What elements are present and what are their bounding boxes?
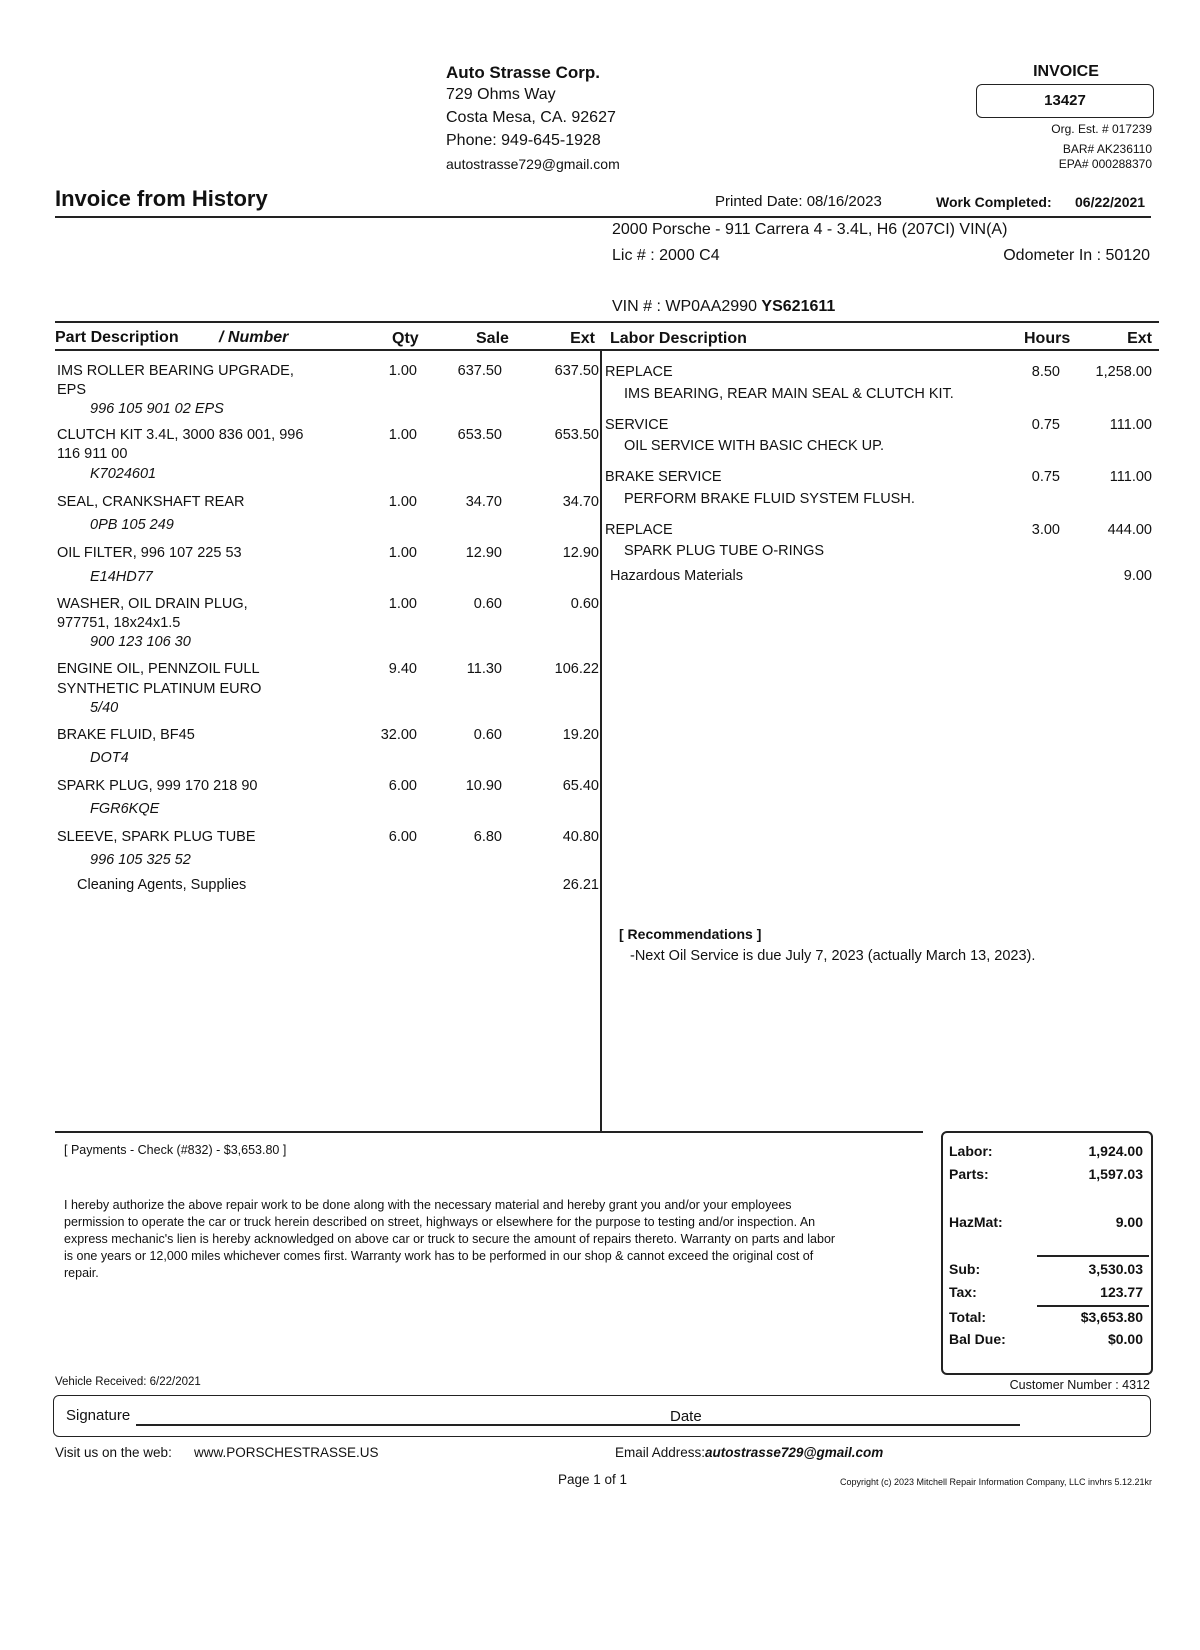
part-sale: 11.30	[466, 661, 502, 677]
part-number: DOT4	[90, 750, 129, 766]
parts-total: 1,597.03	[1088, 1166, 1143, 1182]
work-completed-label: Work Completed:	[936, 194, 1052, 210]
part-ext: 637.50	[554, 363, 599, 379]
labor-detail: PERFORM BRAKE FLUID SYSTEM FLUSH.	[624, 491, 915, 507]
labor-desc-header: Labor Description	[610, 330, 747, 347]
part-qty: 6.00	[388, 778, 417, 794]
signature-line[interactable]	[136, 1424, 716, 1426]
part-number: 0PB 105 249	[90, 517, 174, 533]
part-sale: 0.60	[473, 727, 502, 743]
vin-number	[612, 298, 835, 316]
part-ext: 40.80	[562, 829, 599, 845]
part-ext: 12.90	[562, 545, 599, 561]
visit-label: Visit us on the web:	[55, 1445, 172, 1460]
part-desc: SLEEVE, SPARK PLUG TUBE	[57, 829, 256, 845]
tax-label: Tax:	[949, 1284, 977, 1300]
balance-due-label: Bal Due:	[949, 1331, 1006, 1347]
part-qty: 1.00	[388, 363, 417, 379]
part-ext: 653.50	[554, 427, 599, 443]
parts-total-label: Parts:	[949, 1166, 989, 1182]
grand-total: $3,653.80	[1080, 1309, 1143, 1325]
table-header-top-line	[55, 321, 1159, 323]
part-desc: SEAL, CRANKSHAFT REAR	[57, 494, 245, 510]
odometer-in: Odometer In : 50120	[1003, 247, 1150, 264]
labor-hours: 3.00	[1031, 522, 1060, 538]
part-desc: OIL FILTER, 996 107 225 53	[57, 545, 242, 561]
labor-op: REPLACE	[605, 522, 673, 538]
part-qty: 32.00	[380, 727, 417, 743]
part-sale: 12.90	[465, 545, 502, 561]
part-desc: IMS ROLLER BEARING UPGRADE,	[57, 363, 294, 379]
part-qty: 6.00	[388, 829, 417, 845]
part-sale: 6.80	[473, 829, 502, 845]
sub-total: 3,530.03	[1088, 1261, 1143, 1277]
company-address-1: 729 Ohms Way	[446, 86, 556, 103]
part-desc: WASHER, OIL DRAIN PLUG,	[57, 596, 248, 612]
recommendations-title: [ Recommendations ]	[619, 926, 762, 942]
part-desc-cont: 116 911 00	[57, 446, 128, 462]
company-phone: Phone: 949-645-1928	[446, 132, 601, 149]
table-header-bottom-line	[55, 349, 1159, 351]
recommendations-text: -Next Oil Service is due July 7, 2023 (actually March 13, 2023).	[630, 948, 1036, 964]
license-number: Lic # : 2000 C4	[612, 247, 720, 264]
part-number: E14HD77	[90, 569, 153, 585]
part-number: 900 123 106 30	[90, 634, 191, 650]
invoice-number: 13427	[976, 84, 1154, 118]
total-rule	[1037, 1305, 1149, 1307]
authorization-text: I hereby authorize the above repair work to be done along with the necessary material and hereby grant you and/or your employees permission to operate the car or truck herein described on street, highways or elsewhere for the purpose to testing and/or inspection. An express mechanic's lien is hereby acknowledged on above car or truck to secure the amount of repairs thereto. Warranty on parts and labor is one years or 12,000 miles whichever comes first. Warranty work has to be performed in our shop & cannot exceed the original cost of repair.	[64, 1198, 836, 1280]
email-label: Email Address:	[615, 1445, 706, 1460]
parts-desc-header: Part Description	[55, 329, 179, 346]
vin-suffix: YS621611	[761, 298, 836, 315]
hazardous-ext: 9.00	[1123, 568, 1152, 584]
part-number: FGR6KQE	[90, 801, 160, 817]
cleaning-ext: 26.21	[562, 877, 599, 893]
signature-label: Signature	[66, 1407, 131, 1424]
part-ext: 65.40	[562, 778, 599, 794]
hazmat-total: 9.00	[1115, 1214, 1143, 1230]
website-link[interactable]: www.PORSCHESTRASSE.US	[194, 1445, 379, 1460]
invoice-label: INVOICE	[1033, 63, 1099, 80]
labor-hours-header: Hours	[1024, 330, 1071, 347]
labor-ext: 111.00	[1109, 417, 1152, 433]
part-number: 5/40	[90, 700, 119, 716]
labor-detail: IMS BEARING, REAR MAIN SEAL & CLUTCH KIT.	[624, 386, 954, 402]
org-est-number: Org. Est. # 017239	[1051, 122, 1152, 136]
email-link[interactable]: autostrasse729@gmail.com	[705, 1445, 884, 1460]
labor-total: 1,924.00	[1088, 1143, 1143, 1159]
signature-box	[53, 1395, 1151, 1437]
parts-sale-header: Sale	[476, 330, 509, 347]
part-qty: 1.00	[388, 494, 417, 510]
parts-ext-header: Ext	[570, 330, 595, 347]
labor-ext: 111.00	[1109, 469, 1152, 485]
labor-op: REPLACE	[605, 364, 673, 380]
labor-hours: 0.75	[1031, 469, 1060, 485]
vehicle-description: 2000 Porsche - 911 Carrera 4 - 3.4L, H6 (207CI) VIN(A)	[612, 221, 1008, 238]
part-sale: 653.50	[457, 427, 502, 443]
tax-amount: 123.77	[1100, 1284, 1143, 1300]
part-qty: 1.00	[388, 545, 417, 561]
part-desc-cont: EPS	[57, 382, 87, 398]
part-desc-cont: 977751, 18x24x1.5	[57, 615, 181, 631]
part-sale: 0.60	[473, 596, 502, 612]
cleaning-supplies: Cleaning Agents, Supplies	[77, 877, 247, 893]
part-sale: 637.50	[457, 363, 502, 379]
vin-prefix: VIN # : WP0AA2990	[612, 298, 757, 315]
grand-total-label: Total:	[949, 1309, 987, 1325]
totals-box	[941, 1131, 1153, 1375]
part-number: 996 105 901 02 EPS	[90, 401, 224, 417]
bar-number: BAR# AK236110	[1062, 142, 1152, 156]
labor-ext: 444.00	[1107, 522, 1152, 538]
part-qty: 9.40	[388, 661, 417, 677]
part-ext: 34.70	[562, 494, 599, 510]
payments-line: [ Payments - Check (#832) - $3,653.80 ]	[64, 1143, 287, 1157]
part-sale: 34.70	[465, 494, 502, 510]
balance-due: $0.00	[1107, 1331, 1143, 1347]
part-desc: ENGINE OIL, PENNZOIL FULL	[57, 661, 260, 677]
customer-number: Customer Number : 4312	[1009, 1378, 1150, 1392]
sub-total-label: Sub:	[949, 1261, 981, 1277]
part-desc: CLUTCH KIT 3.4L, 3000 836 001, 996	[57, 427, 304, 443]
part-desc: SPARK PLUG, 999 170 218 90	[57, 778, 258, 794]
labor-detail: OIL SERVICE WITH BASIC CHECK UP.	[624, 438, 884, 454]
labor-op: SERVICE	[605, 417, 669, 433]
parts-qty-header: Qty	[392, 330, 419, 347]
part-ext: 106.22	[554, 661, 599, 677]
part-ext: 0.60	[570, 596, 599, 612]
email-address	[615, 1445, 883, 1460]
company-address-2: Costa Mesa, CA. 92627	[446, 109, 616, 126]
part-number: 996 105 325 52	[90, 852, 191, 868]
date-label: Date	[670, 1408, 702, 1425]
part-desc: BRAKE FLUID, BF45	[57, 727, 195, 743]
labor-op: BRAKE SERVICE	[605, 469, 722, 485]
part-qty: 1.00	[388, 596, 417, 612]
labor-ext-header: Ext	[1127, 330, 1152, 347]
labor-detail: SPARK PLUG TUBE O-RINGS	[624, 543, 825, 559]
labor-hours: 0.75	[1031, 417, 1060, 433]
part-desc-cont: SYNTHETIC PLATINUM EURO	[57, 681, 262, 697]
column-divider	[600, 351, 602, 1132]
part-qty: 1.00	[388, 427, 417, 443]
company-email: autostrasse729@gmail.com	[446, 156, 620, 172]
date-line[interactable]	[708, 1424, 1020, 1426]
hazmat-total-label: HazMat:	[949, 1214, 1003, 1230]
parts-number-header: / Number	[219, 329, 289, 346]
bottom-section-line	[55, 1131, 923, 1133]
hazardous-materials: Hazardous Materials	[610, 568, 743, 584]
labor-ext: 1,258.00	[1095, 364, 1152, 380]
part-number: K7024601	[90, 466, 157, 482]
labor-hours: 8.50	[1031, 364, 1060, 380]
vehicle-received: Vehicle Received: 6/22/2021	[55, 1376, 201, 1388]
labor-total-label: Labor:	[949, 1143, 993, 1159]
page-title: Invoice from History	[55, 186, 268, 211]
epa-number: EPA# 000288370	[1058, 157, 1152, 171]
page-number: Page 1 of 1	[558, 1472, 628, 1487]
part-sale: 10.90	[465, 778, 502, 794]
title-divider	[55, 216, 1151, 218]
subtotal-rule	[1037, 1255, 1149, 1257]
part-ext: 19.20	[562, 727, 599, 743]
printed-date: Printed Date: 08/16/2023	[715, 193, 882, 210]
company-name: Auto Strasse Corp.	[446, 63, 600, 82]
copyright: Copyright (c) 2023 Mitchell Repair Information Company, LLC invhrs 5.12.21kr	[840, 1477, 1152, 1487]
work-completed-date: 06/22/2021	[1075, 194, 1146, 210]
